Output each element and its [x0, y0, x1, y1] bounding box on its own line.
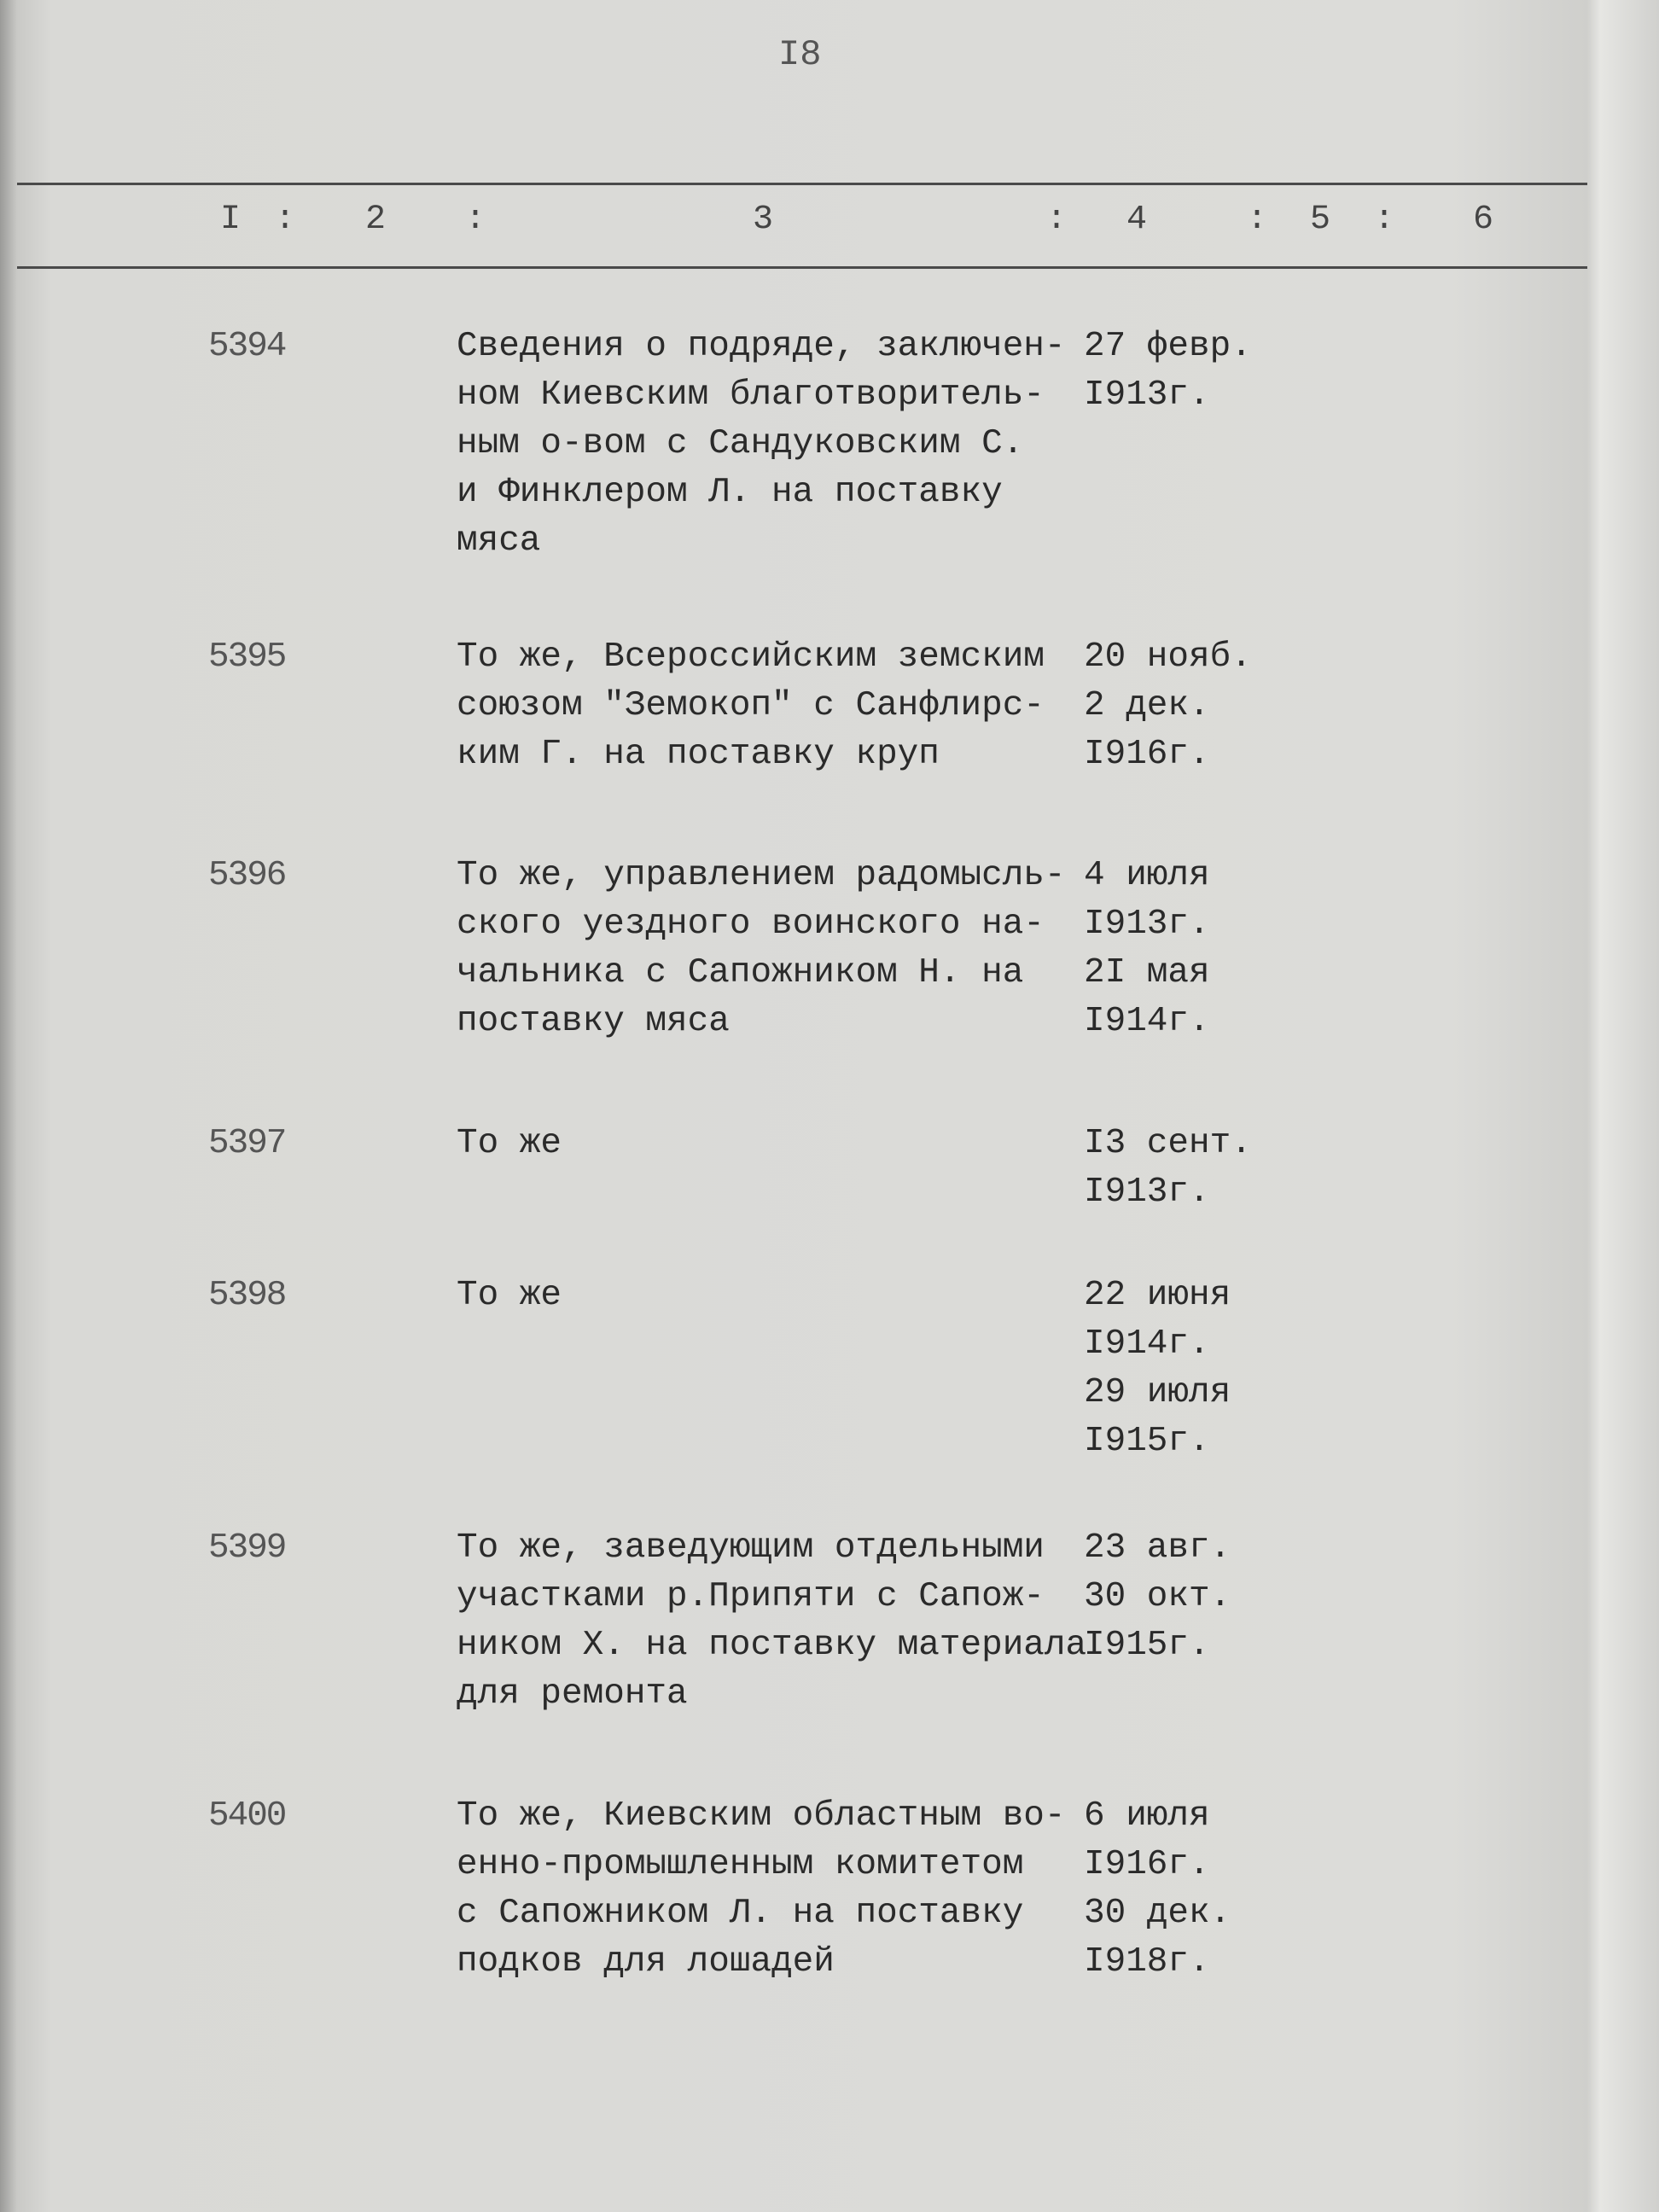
- entry-number: 5399: [208, 1528, 286, 1568]
- column-number-1: I: [220, 201, 242, 239]
- entry-description: [457, 323, 1066, 566]
- column-number-3: 3: [753, 201, 774, 239]
- description-line: Сведения о подряде, заключен-: [457, 327, 1066, 366]
- description-line: То же, Всероссийским земским: [457, 637, 1045, 677]
- description-line: подков для лошадей: [457, 1942, 835, 1982]
- page-number: I8: [778, 34, 822, 75]
- description-line: ского уездного воинского на-: [457, 905, 1045, 944]
- date-line: 30 окт.: [1084, 1577, 1231, 1616]
- column-number-6: 6: [1473, 201, 1494, 239]
- date-line: I918г.: [1084, 1942, 1210, 1982]
- entry-dates: [1084, 1524, 1231, 1670]
- date-line: 2I мая: [1084, 953, 1210, 992]
- description-line: ном Киевским благотворитель-: [457, 375, 1045, 415]
- entry-dates: [1084, 1792, 1231, 1987]
- entry-dates: [1084, 633, 1252, 779]
- entry-number: 5396: [208, 856, 286, 895]
- entry-dates: [1084, 1272, 1231, 1466]
- entry-number: 5400: [208, 1796, 286, 1836]
- date-line: I913г.: [1084, 375, 1210, 415]
- date-line: I914г.: [1084, 1324, 1210, 1364]
- header-top-rule: [17, 183, 1587, 185]
- entry-description: [457, 1524, 1086, 1719]
- entry-description: [457, 1792, 1066, 1987]
- entry-description: [457, 1120, 562, 1168]
- description-line: чальника с Сапожником Н. на: [457, 953, 1024, 992]
- description-line: То же: [457, 1124, 562, 1163]
- entry-number: 5394: [208, 327, 286, 366]
- date-line: I915г.: [1084, 1626, 1210, 1665]
- entry-dates: [1084, 852, 1210, 1046]
- description-line: ким Г. на поставку круп: [457, 735, 940, 774]
- column-separator: :: [465, 201, 486, 239]
- entry-description: [457, 852, 1066, 1046]
- date-line: I913г.: [1084, 905, 1210, 944]
- description-line: и Финклером Л. на поставку: [457, 473, 1003, 512]
- date-line: 23 авг.: [1084, 1528, 1231, 1568]
- date-line: 27 февр.: [1084, 327, 1252, 366]
- date-line: 6 июля: [1084, 1796, 1210, 1836]
- column-number-5: 5: [1310, 201, 1331, 239]
- column-separator: :: [1046, 201, 1068, 239]
- description-line: То же: [457, 1276, 562, 1315]
- column-number-2: 2: [365, 201, 387, 239]
- description-line: ником Х. на поставку материала: [457, 1626, 1087, 1665]
- description-line: мяса: [457, 521, 541, 561]
- date-line: 4 июля: [1084, 856, 1210, 895]
- description-line: енно-промышленным комитетом: [457, 1845, 1024, 1884]
- description-line: ным о-вом с Сандуковским С.: [457, 424, 1024, 463]
- entry-description: [457, 633, 1045, 779]
- date-line: I915г.: [1084, 1422, 1210, 1461]
- date-line: I3 сент.: [1084, 1124, 1252, 1163]
- description-line: союзом "Земокоп" с Санфлирс-: [457, 686, 1045, 725]
- entry-number: 5397: [208, 1124, 286, 1163]
- description-line: поставку мяса: [457, 1002, 730, 1041]
- description-line: То же, управлением радомысль-: [457, 856, 1066, 895]
- date-line: I916г.: [1084, 735, 1210, 774]
- description-line: То же, заведующим отдельными: [457, 1528, 1045, 1568]
- header-bottom-rule: [17, 266, 1587, 269]
- column-number-4: 4: [1126, 201, 1148, 239]
- date-line: 30 дек.: [1084, 1894, 1231, 1933]
- entry-dates: [1084, 1120, 1252, 1217]
- entry-description: [457, 1272, 562, 1320]
- date-line: I914г.: [1084, 1002, 1210, 1041]
- column-separator: :: [1247, 201, 1268, 239]
- description-line: для ремонта: [457, 1674, 688, 1714]
- entry-number: 5395: [208, 637, 286, 677]
- date-line: 20 нояб.: [1084, 637, 1252, 677]
- description-line: с Сапожником Л. на поставку: [457, 1894, 1024, 1933]
- date-line: I913г.: [1084, 1173, 1210, 1212]
- entry-dates: [1084, 323, 1252, 420]
- column-separator: :: [1374, 201, 1395, 239]
- entry-number: 5398: [208, 1276, 286, 1315]
- description-line: То же, Киевским областным во-: [457, 1796, 1066, 1836]
- date-line: 29 июля: [1084, 1373, 1231, 1412]
- date-line: I916г.: [1084, 1845, 1210, 1884]
- date-line: 2 дек.: [1084, 686, 1210, 725]
- description-line: участками р.Припяти с Сапож-: [457, 1577, 1045, 1616]
- date-line: 22 июня: [1084, 1276, 1231, 1315]
- column-separator: :: [275, 201, 296, 239]
